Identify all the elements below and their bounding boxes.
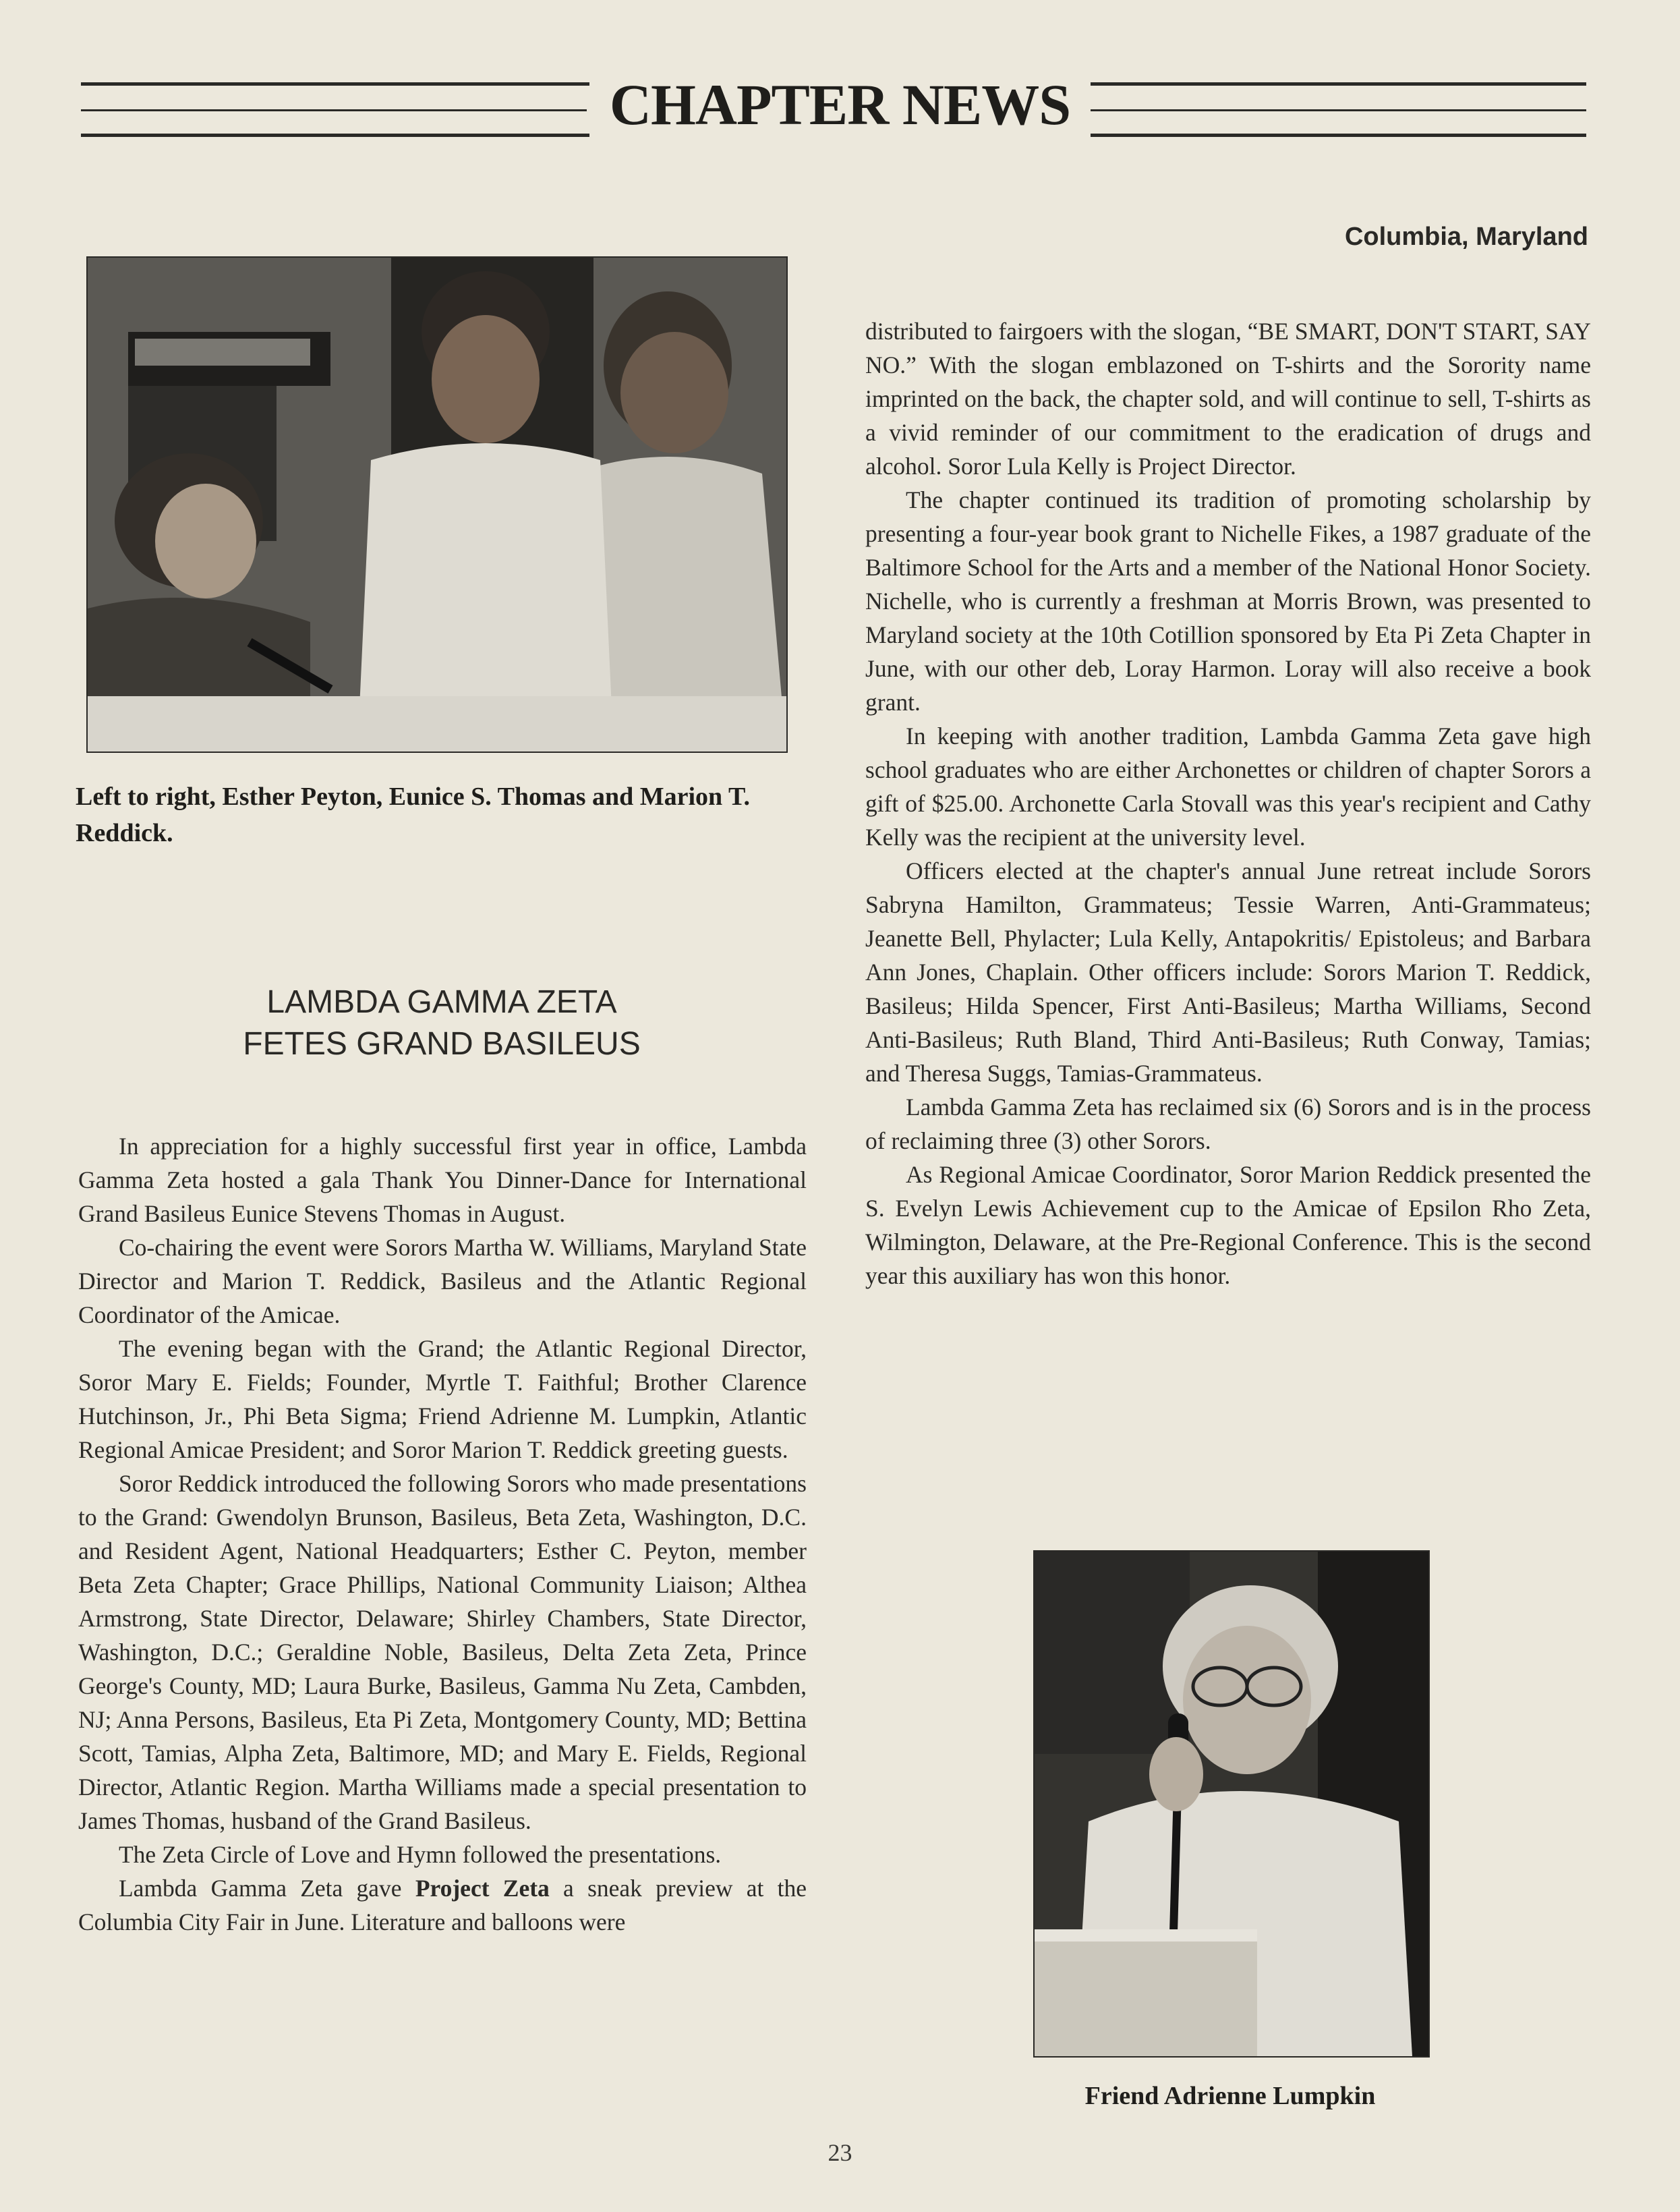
paragraph: Co-chairing the event were Sorors Martha W. Williams, Maryland State Director and Marion T. Reddick, Basileus and the Atlantic Regional Coordinator of the Amicae. [78,1234,807,1328]
article-headline [74,982,809,1065]
paragraph: Soror Reddick introduced the following Sorors who made presentations to the Grand: Gwendolyn Brunson, Basileus, Beta Zeta, Washington, D.C. and Resident Agent, National Headquarters; Esther C. Peyton, member Beta Zeta Chapter; Grace Phillips, National Community Liaison; Althea Armstrong, State Director, Delaware; Shirley Chambers, State Director, Washington, D.C.; Geraldine Noble, Basileus, Delta Zeta Zeta, Prince George's County, MD; Laura Burke, Basileus, Gamma Nu Zeta, Cambden, NJ; Anna Persons, Basileus, Eta Pi Zeta, Montgomery County, MD; Bettina Scott, Tamias, Alpha Zeta, Baltimore, MD; and Mary E. Fields, Regional Director, Atlantic Region. Martha Williams made a special presentation to James Thomas, husband of the Grand Basileus. [78,1470,807,1834]
group-photo-illustration [88,258,786,751]
headline-line-2: FETES GRAND BASILEUS [243,1026,641,1062]
left-column [78,1129,807,1939]
headline-line-1: LAMBDA GAMMA ZETA [266,984,617,1020]
portrait-photo [1033,1550,1430,2058]
right-column [865,314,1591,1293]
paragraph: In appreciation for a highly successful first year in office, Lambda Gamma Zeta hosted a gala Thank You Dinner-Dance for International Grand Basileus Eunice Stevens Thomas in August. [78,1133,807,1227]
project-zeta-bold: Project Zeta [415,1875,550,1902]
section-title: CHAPTER NEWS [0,71,1680,138]
paragraph: Lambda Gamma Zeta has reclaimed six (6) Sorors and is in the process of reclaiming three (3) other Sorors. [865,1094,1591,1154]
paragraph-continued: distributed to fairgoers with the slogan, “BE SMART, DON'T START, SAY NO.” With the slogan emblazoned on T-shirts and the Sorority name imprinted on the back, the chapter sold, and will continue to sell, T-shirts as a vivid reminder of our commitment to the eradication of drugs and alcohol. Soror Lula Kelly is Project Director. [865,318,1591,480]
paragraph: In keeping with another tradition, Lambda Gamma Zeta gave high school graduates who are either Archonettes or children of chapter Sorors a gift of $25.00. Archonette Carla Stovall was this year's recipient and Cathy Kelly was the recipient at the university level. [865,722,1591,851]
paragraph: The evening began with the Grand; the Atlantic Regional Director, Soror Mary E. Fields; Founder, Myrtle T. Faithful; Brother Clarence Hutchinson, Jr., Phi Beta Sigma; Friend Adrienne M. Lumpkin, Atlantic Regional Amicae President; and Soror Marion T. Reddick greeting guests. [78,1335,807,1463]
portrait-photo-caption: Friend Adrienne Lumpkin [1084,2082,1376,2110]
page-number: 23 [828,2139,852,2166]
paragraph: The Zeta Circle of Love and Hymn followed the presentations. [119,1841,722,1868]
portrait-photo-illustration [1035,1552,1428,2056]
paragraph: The chapter continued its tradition of promoting scholarship by presenting a four-year book grant to Nichelle Fikes, a 1987 graduate of the Baltimore School for the Arts and a member of the National Honor Society. Nichelle, who is currently a freshman at Morris Brown, was presented to Maryland society at the 10th Cotillion sponsored by Eta Pi Zeta Chapter in June, with our other deb, Loray Harmon. Loray will also receive a book grant. [865,486,1591,716]
paragraph: Officers elected at the chapter's annual June retreat include Sorors Sabryna Hamilton, Grammateus; Tessie Warren, Anti-Grammateus; Jeanette Bell, Phylacter; Lula Kelly, Antapokritis/ Epistoleus; and Barbara Ann Jones, Chaplain. Other officers include: Sorors Marion T. Reddick, Basileus; Hilda Spencer, First Anti-Basileus; Martha Williams, Second Anti-Basileus; Ruth Bland, Third Anti-Basileus; Ruth Conway, Tamias; and Theresa Suggs, Tamias-Grammateus. [865,857,1591,1087]
group-photo-caption: Left to right, Esther Peyton, Eunice S. Thomas and Marion T. Reddick. [76,783,751,847]
paragraph-project-zeta: Lambda Gamma Zeta gave Project Zeta a sneak preview at the Columbia City Fair in June. Literature and balloons were [78,1875,807,1935]
paragraph: As Regional Amicae Coordinator, Soror Marion Reddick presented the S. Evelyn Lewis Achievement cup to the Amicae of Epsilon Rho Zeta, Wilmington, Delaware, at the Pre-Regional Conference. This is the second year this auxiliary has won this honor. [865,1161,1591,1289]
group-photo [86,256,788,753]
location-dateline: Columbia, Maryland [1344,223,1588,251]
